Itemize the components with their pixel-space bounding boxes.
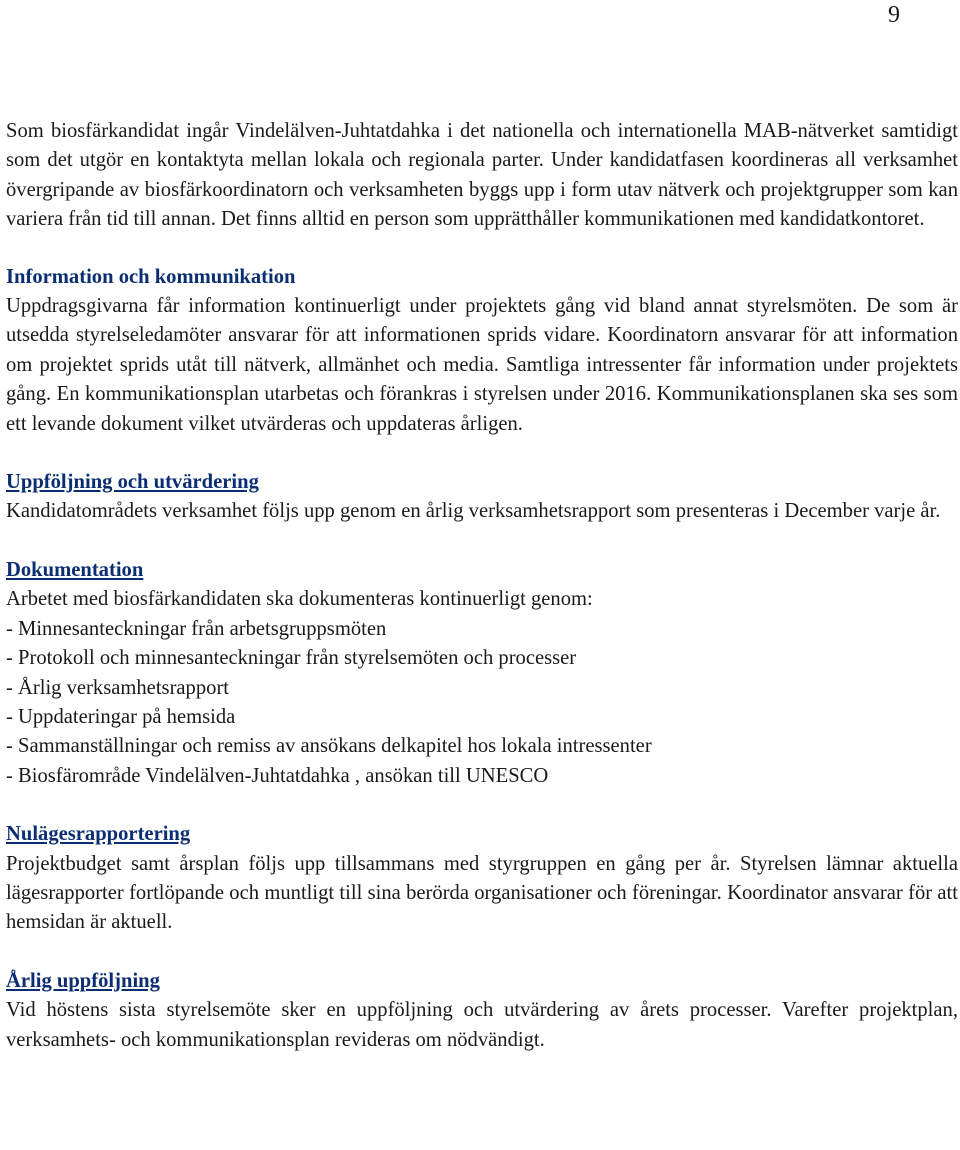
list-item: - Sammanställningar och remiss av ansökans delkapitel hos lokala intressenter (6, 735, 652, 758)
section-body-arlig: Vid höstens sista styrelsemöte sker en uppföljning och utvärdering av årets processer. Varefter projektplan, verksamhets- och kommunikationsplan revideras om nödvändigt. (6, 999, 958, 1051)
section-body-information: Uppdragsgivarna får information kontinuerligt under projektets gång vid bland annat styrelsmöten. De som är utsedda styrelseledamöter ansvarar för att informationen sprids vidare. Koordinatorn ansvarar för att information om projektet sprids utåt till nätverk, allmänhet och media. Samtliga intressenter får information under projektets gång. En kommunikationsplan utarbetas och förankras i styrelsen under 2016. Kommunikationsplanen ska ses som ett levande dokument vilket utvärderas och uppdateras årligen. (6, 295, 958, 435)
list-item: - Protokoll och minnesanteckningar från styrelsemöten och processer (6, 647, 577, 670)
document-body (6, 117, 958, 1084)
section-heading-information: Information och kommunikation (6, 265, 296, 288)
section-heading-uppfoljning: Uppföljning och utvärdering (6, 471, 259, 494)
list-item: - Uppdateringar på hemsida (6, 705, 236, 728)
section-body-nulage: Projektbudget samt årsplan följs upp tillsammans med styrgruppen en gång per år. Styrelsen lämnar aktuella lägesrapporter fortlöpande och muntligt till sina berörda organisationer och föreningar. Koordinator ansvarar för att hemsidan är aktuell. (6, 852, 958, 934)
list-item: - Årlig verksamhetsrapport (6, 676, 230, 699)
list-item: - Minnesanteckningar från arbetsgruppsmöten (6, 617, 387, 640)
section-information (6, 263, 958, 439)
documentation-list (6, 615, 958, 791)
intro-paragraph: Som biosfärkandidat ingår Vindelälven-Juhtatdahka i det nationella och internationella MAB-nätverket samtidigt som det utgör en kontaktyta mellan lokala och regionala parter. Under kandidatfasen koordineras all verksamhet övergripande av biosfärkoordinatorn och verksamheten byggs upp i form utav nätverk och projektgrupper som kan variera från tid till annan. Det finns alltid en person som upprätthåller kommunikationen med kandidatkontoret. (6, 120, 958, 231)
section-intro-dokumentation: Arbetet med biosfärkandidaten ska dokumenteras kontinuerligt genom: (6, 588, 593, 611)
section-heading-arlig: Årlig uppföljning (6, 969, 160, 992)
section-uppfoljning (6, 468, 958, 527)
section-dokumentation (6, 556, 958, 791)
list-item: - Biosfärområde Vindelälven-Juhtatdahka , ansökan till UNESCO (6, 764, 549, 787)
section-arlig (6, 967, 958, 1055)
section-heading-dokumentation: Dokumentation (6, 558, 144, 581)
section-body-uppfoljning: Kandidatområdets verksamhet följs upp genom en årlig verksamhetsrapport som presenteras i December varje år. (6, 500, 941, 523)
page-number: 9 (888, 2, 900, 28)
section-heading-nulage: Nulägesrapportering (6, 823, 191, 846)
section-nulage (6, 820, 958, 938)
